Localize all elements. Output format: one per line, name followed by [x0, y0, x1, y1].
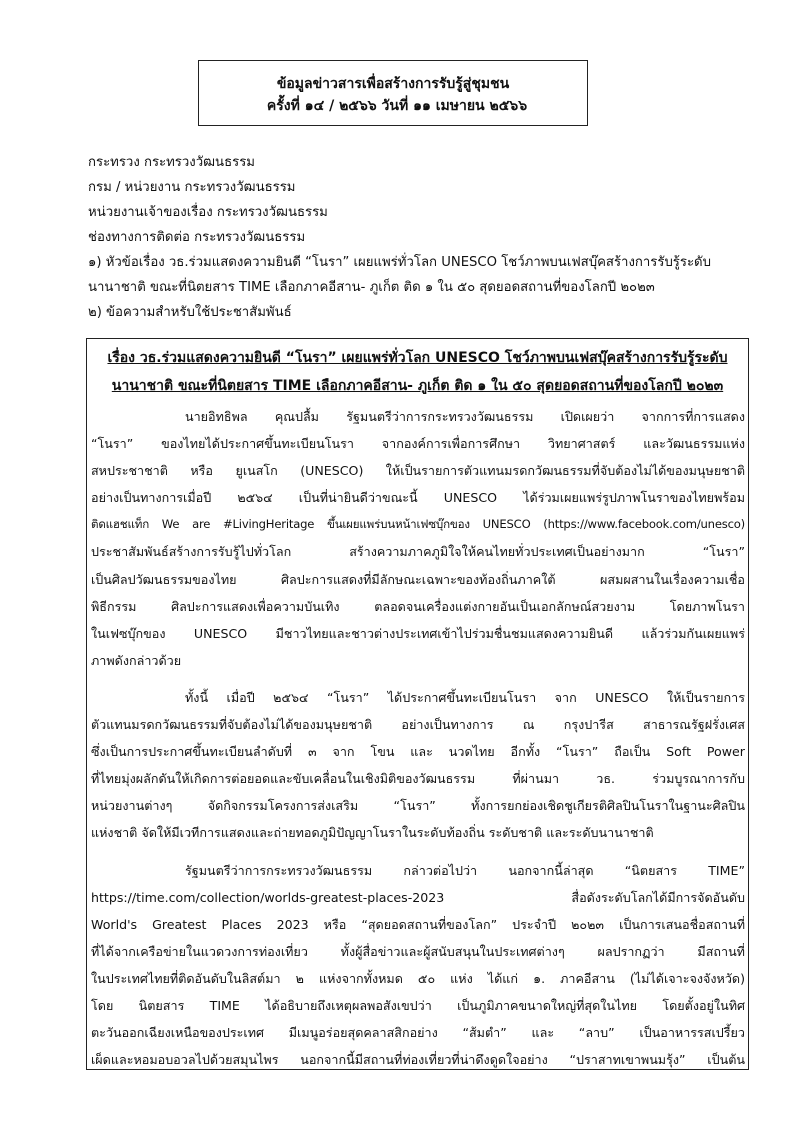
paragraph-line: World's Greatest Places 2023 หรือ “สุดยอดสถานที่ของโลก” ประจำปี ๒๐๒๓ เป็นการเสนอชื่อสถานที่	[91, 916, 745, 932]
paragraph-line: ที่ได้จากเครือข่ายในแวดวงการท่องเที่ยว ทั้งผู้สื่อข่าวและผู้สนับสนุนในประเทศต่างๆ ผลปรากฏว่า มีสถานที่	[91, 943, 745, 959]
paragraph-line: นายอิทธิพล คุณปลื้ม รัฐมนตรีว่าการกระทรวงวัฒนธรรม เปิดเผยว่า จากการที่การแสดง	[185, 409, 745, 424]
paragraph-line: https://time.com/collection/worlds-greatest-places-2023 สื่อดังระดับโลกได้มีการจัดอันดับ	[91, 889, 745, 905]
meta-department: กรม / หน่วยงาน กระทรวงวัฒนธรรม	[88, 180, 296, 195]
meta-pr-text-label: ๒) ข้อความสำหรับใช้ประชาสัมพันธ์	[88, 305, 292, 320]
paragraph-line: ซึ่งเป็นการประกาศขึ้นทะเบียนลำดับที่ ๓ จาก โขน และ นวดไทย อีกทั้ง “โนรา” ถือเป็น Soft Power	[91, 744, 745, 760]
paragraph-line: ที่ไทยมุ่งผลักดันให้เกิดการต่อยอดและขับเคลื่อนในเชิงมิติของวัฒนธรรม ที่ผ่านมา วธ. ร่วมบูรณาการกับ	[91, 771, 745, 787]
paragraph-line: อย่างเป็นทางการเมื่อปี ๒๕๖๔ เป็นที่น่ายินดีว่าขณะนี้ UNESCO ได้ร่วมเผยแพร่รูปภาพโนราของไทยพร้อม	[91, 490, 745, 506]
article-title-line: เรื่อง วธ.ร่วมแสดงความยินดี “โนรา” เผยแพร่ทั่วโลก UNESCO โชว์ภาพบนเฟสบุ๊คสร้างการรับรู้ระดับ	[107, 350, 728, 366]
paragraph-line: “โนรา” ของไทยได้ประกาศขึ้นทะเบียนโนรา จากองค์การเพื่อการศึกษา วิทยาศาสตร์ และวัฒนธรรมแห่ง	[91, 436, 745, 452]
article-title	[87, 344, 748, 400]
meta-contact-channel: ช่องทางการติดต่อ กระทรวงวัฒนธรรม	[88, 230, 306, 245]
meta-topic-line-1: ๑) หัวข้อเรื่อง วธ.ร่วมแสดงความยินดี “โนรา” เผยแพร่ทั่วโลก UNESCO โชว์ภาพบนเฟสบุ๊คสร้างการรับรู้ระดับ	[88, 255, 711, 270]
meta-topic-line-2: นานาชาติ ขณะที่นิตยสาร TIME เลือกภาคอีสาน- ภูเก็ต ติด ๑ ใน ๕๐ สุดยอดสถานที่ของโลกปี ๒๐๒๓	[88, 280, 655, 295]
header-box	[198, 60, 588, 126]
metadata-block	[88, 150, 748, 325]
paragraph-line: ติดแฮชแท็ก We are #LivingHeritage ขึ้นเผยแพร่บนหน้าเฟซบุ๊กของ UNESCO (https://www.facebook.com/unesco)	[91, 517, 745, 532]
paragraph-line: ในประเทศไทยที่ติดอันดับในลิสต์มา ๒ แห่งจากทั้งหมด ๕๐ แห่ง ได้แก่ ๑. ภาคอีสาน (ไม่ได้เจาะจงจังหวัด)	[91, 970, 745, 986]
issue-date-line: ครั้งที่ ๑๔ / ๒๕๖๖ วันที่ ๑๑ เมษายน ๒๕๖๖	[266, 98, 528, 114]
paragraph-line: แห่งชาติ จัดให้มีเวทีการแสดงและถ่ายทอดภูมิปัญญาโนราในระดับท้องถิ่น ระดับชาติ และระดับนานาชาติ	[91, 825, 654, 841]
paragraph-line: พิธีกรรม ศิลปะการแสดงเพื่อความบันเทิง ตลอดจนเครื่องแต่งกายอันเป็นเอกลักษณ์สวยงาม โดยภาพโนรา	[91, 598, 745, 614]
paragraph-line: ประชาสัมพันธ์สร้างการรับรู้ไปทั่วโลก สร้างความภาคภูมิใจให้คนไทยทั่วประเทศเป็นอย่างมาก “โนรา”	[91, 544, 745, 560]
paragraph-line: รัฐมนตรีว่าการกระทรวงวัฒนธรรม กล่าวต่อไปว่า นอกจากนี้ล่าสุด “นิตยสาร TIME”	[185, 862, 745, 878]
paragraph-line: เป็นศิลปวัฒนธรรมของไทย ศิลปะการแสดงที่มีลักษณะเฉพาะของท้องถิ่นภาคใต้ ผสมผสานในเรื่องความเชื่อ	[91, 571, 745, 587]
paragraph-line: ทั้งนี้ เมื่อปี ๒๕๖๔ “โนรา” ได้ประกาศขึ้นทะเบียนโนรา จาก UNESCO ให้เป็นรายการ	[185, 689, 745, 705]
paragraph-2	[91, 684, 745, 847]
paragraph-line: สหประชาชาติ หรือ ยูเนสโก (UNESCO) ให้เป็นรายการตัวแทนมรดกวัฒนธรรมที่จับต้องไม่ได้ของมนุษยชาติ	[91, 463, 745, 479]
paragraph-1	[91, 403, 745, 674]
paragraph-line: ตะวันออกเฉียงเหนือของประเทศ มีเมนูอร่อยสุดคลาสสิกอย่าง “ส้มตำ” และ “ลาบ” เป็นอาหารรสเปรี้ยว	[91, 1025, 745, 1041]
paragraph-line: ในเฟซบุ๊กของ UNESCO มีชาวไทยและชาวต่างประเทศเข้าไปร่วมชื่นชมแสดงความยินดี แล้วร่วมกันเผยแพร่	[91, 625, 745, 641]
paragraph-line: เผ็ดและหอมอบอวลไปด้วยสมุนไพร นอกจากนี้มีสถานที่ท่องเที่ยวที่น่าดึงดูดใจอย่าง “ปราสาทเขาพนมรุ้ง” เป็นต้น	[91, 1052, 745, 1068]
paragraph-line: โดย นิตยสาร TIME ได้อธิบายถึงเหตุผลพอสังเขปว่า เป็นภูมิภาคขนาดใหญ่ที่สุดในไทย โดยตั้งอยู่ในทิศ	[91, 997, 745, 1013]
paragraph-line: ตัวแทนมรดกวัฒนธรรมที่จับต้องไม่ได้ของมนุษยชาติ อย่างเป็นทางการ ณ กรุงปารีส สาธารณรัฐฝรั่งเศส	[91, 717, 745, 733]
paragraph-3	[91, 857, 745, 1074]
article-box	[86, 338, 749, 1070]
meta-ministry: กระทรวง กระทรวงวัฒนธรรม	[88, 155, 255, 170]
meta-owner-unit: หน่วยงานเจ้าของเรื่อง กระทรวงวัฒนธรรม	[88, 205, 328, 220]
paragraph-line: ภาพดังกล่าวด้วย	[91, 652, 182, 668]
document-title: ข้อมูลข่าวสารเพื่อสร้างการรับรู้สู่ชุมชน	[276, 76, 510, 92]
paragraph-line: หน่วยงานต่างๆ จัดกิจกรรมโครงการส่งเสริม “โนรา” ทั้งการยกย่องเชิดชูเกียรติศิลปินโนราในฐานะศิลปิน	[91, 798, 745, 814]
article-title-line: นานาชาติ ขณะที่นิตยสาร TIME เลือกภาคอีสาน- ภูเก็ต ติด ๑ ใน ๕๐ สุดยอดสถานที่ของโลกปี ๒๐๒๓	[111, 378, 724, 394]
article-body	[91, 403, 745, 1083]
